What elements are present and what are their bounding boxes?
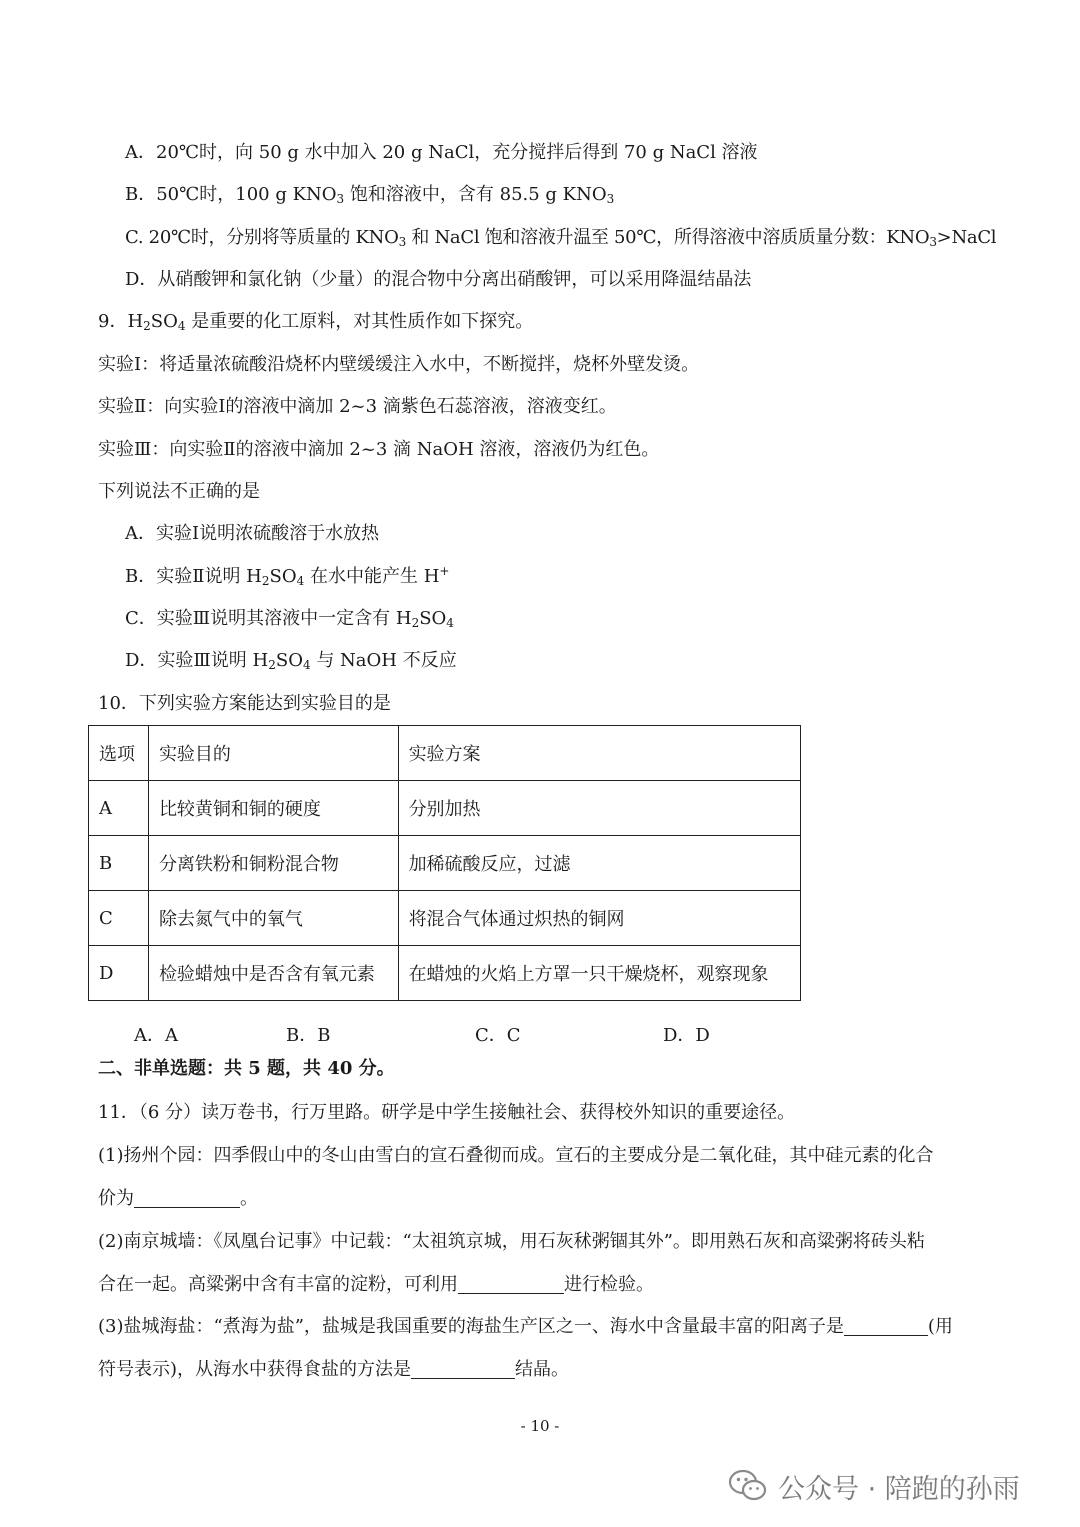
watermark-text: 公众号 · 陪跑的孙雨 <box>778 1473 1020 1505</box>
wechat-icon <box>728 1469 768 1503</box>
q9-experiment-2: 实验Ⅱ：向实验Ⅰ的溶液中滴加 2~3 滴紫色石蕊溶液，溶液变红。 <box>98 396 617 417</box>
table-row <box>89 781 801 836</box>
q8-option-b: B．50℃时，100 g $KNO_3$ 饱和溶液中，含有 85.5 g $KNO_3$ <box>125 184 615 206</box>
q10-answer-d: D．D <box>663 1025 710 1046</box>
q9-option-b: B．实验Ⅱ说明 $H_2SO_4$ 在水中能产生 H+ <box>125 564 450 588</box>
table-cell: 除去氮气中的氧气 <box>148 891 398 946</box>
answer-blank[interactable] <box>458 1275 564 1294</box>
q10-table <box>88 725 801 1001</box>
q11-part1-line1: (1)扬州个园：四季假山中的冬山由雪白的宣石叠彻而成。宣石的主要成分是二氧化硅，其中硅元素的化合 <box>98 1145 934 1166</box>
section-heading: 二、非单选题：共 5 题，共 40 分。 <box>98 1058 395 1079</box>
table-cell: 分离铁粉和铜粉混合物 <box>148 836 398 891</box>
table-cell: 检验蜡烛中是否含有氧元素 <box>148 946 398 1001</box>
q11-part2-line2: 合在一起。高粱粥中含有丰富的淀粉，可利用 进行检验。 <box>98 1274 654 1295</box>
table-row <box>89 946 801 1001</box>
q11-part1-line2: 价为 。 <box>98 1188 258 1209</box>
q9-experiment-1: 实验Ⅰ：将适量浓硫酸沿烧杯内壁缓缓注入水中，不断搅拌，烧杯外壁发烫。 <box>98 354 700 375</box>
table-row <box>89 891 801 946</box>
q10-answer-b: B．B <box>286 1025 331 1046</box>
table-cell: 分别加热 <box>398 781 800 836</box>
q9-option-a: A．实验Ⅰ说明浓硫酸溶于水放热 <box>125 523 380 544</box>
answer-blank[interactable] <box>411 1360 515 1379</box>
table-header-cell: 选项 <box>89 726 149 781</box>
table-cell: A <box>89 781 149 836</box>
answer-blank[interactable] <box>844 1317 928 1336</box>
q9-option-c: C．实验Ⅲ说明其溶液中一定含有 $H_2SO_4$ <box>125 608 454 630</box>
table-cell: B <box>89 836 149 891</box>
answer-blank[interactable] <box>134 1189 240 1208</box>
q11-stem: 11．（6 分）读万卷书，行万里路。研学是中学生接触社会、获得校外知识的重要途径。 <box>98 1102 796 1123</box>
q10-answer-a: A．A <box>134 1025 178 1046</box>
q10-answer-choices <box>0 1023 1080 1049</box>
table-header-cell: 实验目的 <box>148 726 398 781</box>
table-row <box>89 836 801 891</box>
q10-answer-c: C．C <box>475 1025 521 1046</box>
q11-part2-line1: (2)南京城墙：《凤凰台记事》中记载：“太祖筑京城，用石灰秫粥锢其外”。即用熟石灰和高粱粥将砖头粘 <box>98 1231 925 1252</box>
q8-option-d: D．从硝酸钾和氯化钠（少量）的混合物中分离出硝酸钾，可以采用降温结晶法 <box>125 269 752 290</box>
q11-part3-line2: 符号表示)，从海水中获得食盐的方法是 结晶。 <box>98 1359 570 1380</box>
watermark <box>728 1466 1020 1506</box>
table-cell: 将混合气体通过炽热的铜网 <box>398 891 800 946</box>
q9-experiment-3: 实验Ⅲ：向实验Ⅱ的溶液中滴加 2~3 滴 NaOH 溶液，溶液仍为红色。 <box>98 439 660 460</box>
q9-stem: 9．$H_2SO_4$ 是重要的化工原料，对其性质作如下探究。 <box>98 311 534 333</box>
q11-part3-line1: (3)盐城海盐：“煮海为盐”，盐城是我国重要的海盐生产区之一、海水中含量最丰富的阳离子是 (用 <box>98 1316 953 1337</box>
table-header-row <box>89 726 801 781</box>
table-cell: 比较黄铜和铜的硬度 <box>148 781 398 836</box>
q10-stem: 10．下列实验方案能达到实验目的是 <box>98 693 391 714</box>
table-cell: D <box>89 946 149 1001</box>
table-header-cell: 实验方案 <box>398 726 800 781</box>
table-cell: 在蜡烛的火焰上方罩一只干燥烧杯，观察现象 <box>398 946 800 1001</box>
q8-option-a: A．20℃时，向 50 g 水中加入 20 g NaCl，充分搅拌后得到 70 g NaCl 溶液 <box>125 142 758 163</box>
table-cell: C <box>89 891 149 946</box>
q9-option-d: D．实验Ⅲ说明 $H_2SO_4$ 与 NaOH 不反应 <box>125 650 457 672</box>
page-number: - 10 - <box>520 1417 560 1435</box>
q8-option-c: C. 20℃时，分别将等质量的 $KNO_3$ 和 NaCl 饱和溶液升温至 50℃，所得溶液中溶质质量分数：$KNO_3>NaCl$ <box>125 227 997 249</box>
table-cell: 加稀硫酸反应，过滤 <box>398 836 800 891</box>
q9-prompt: 下列说法不正确的是 <box>98 481 260 502</box>
